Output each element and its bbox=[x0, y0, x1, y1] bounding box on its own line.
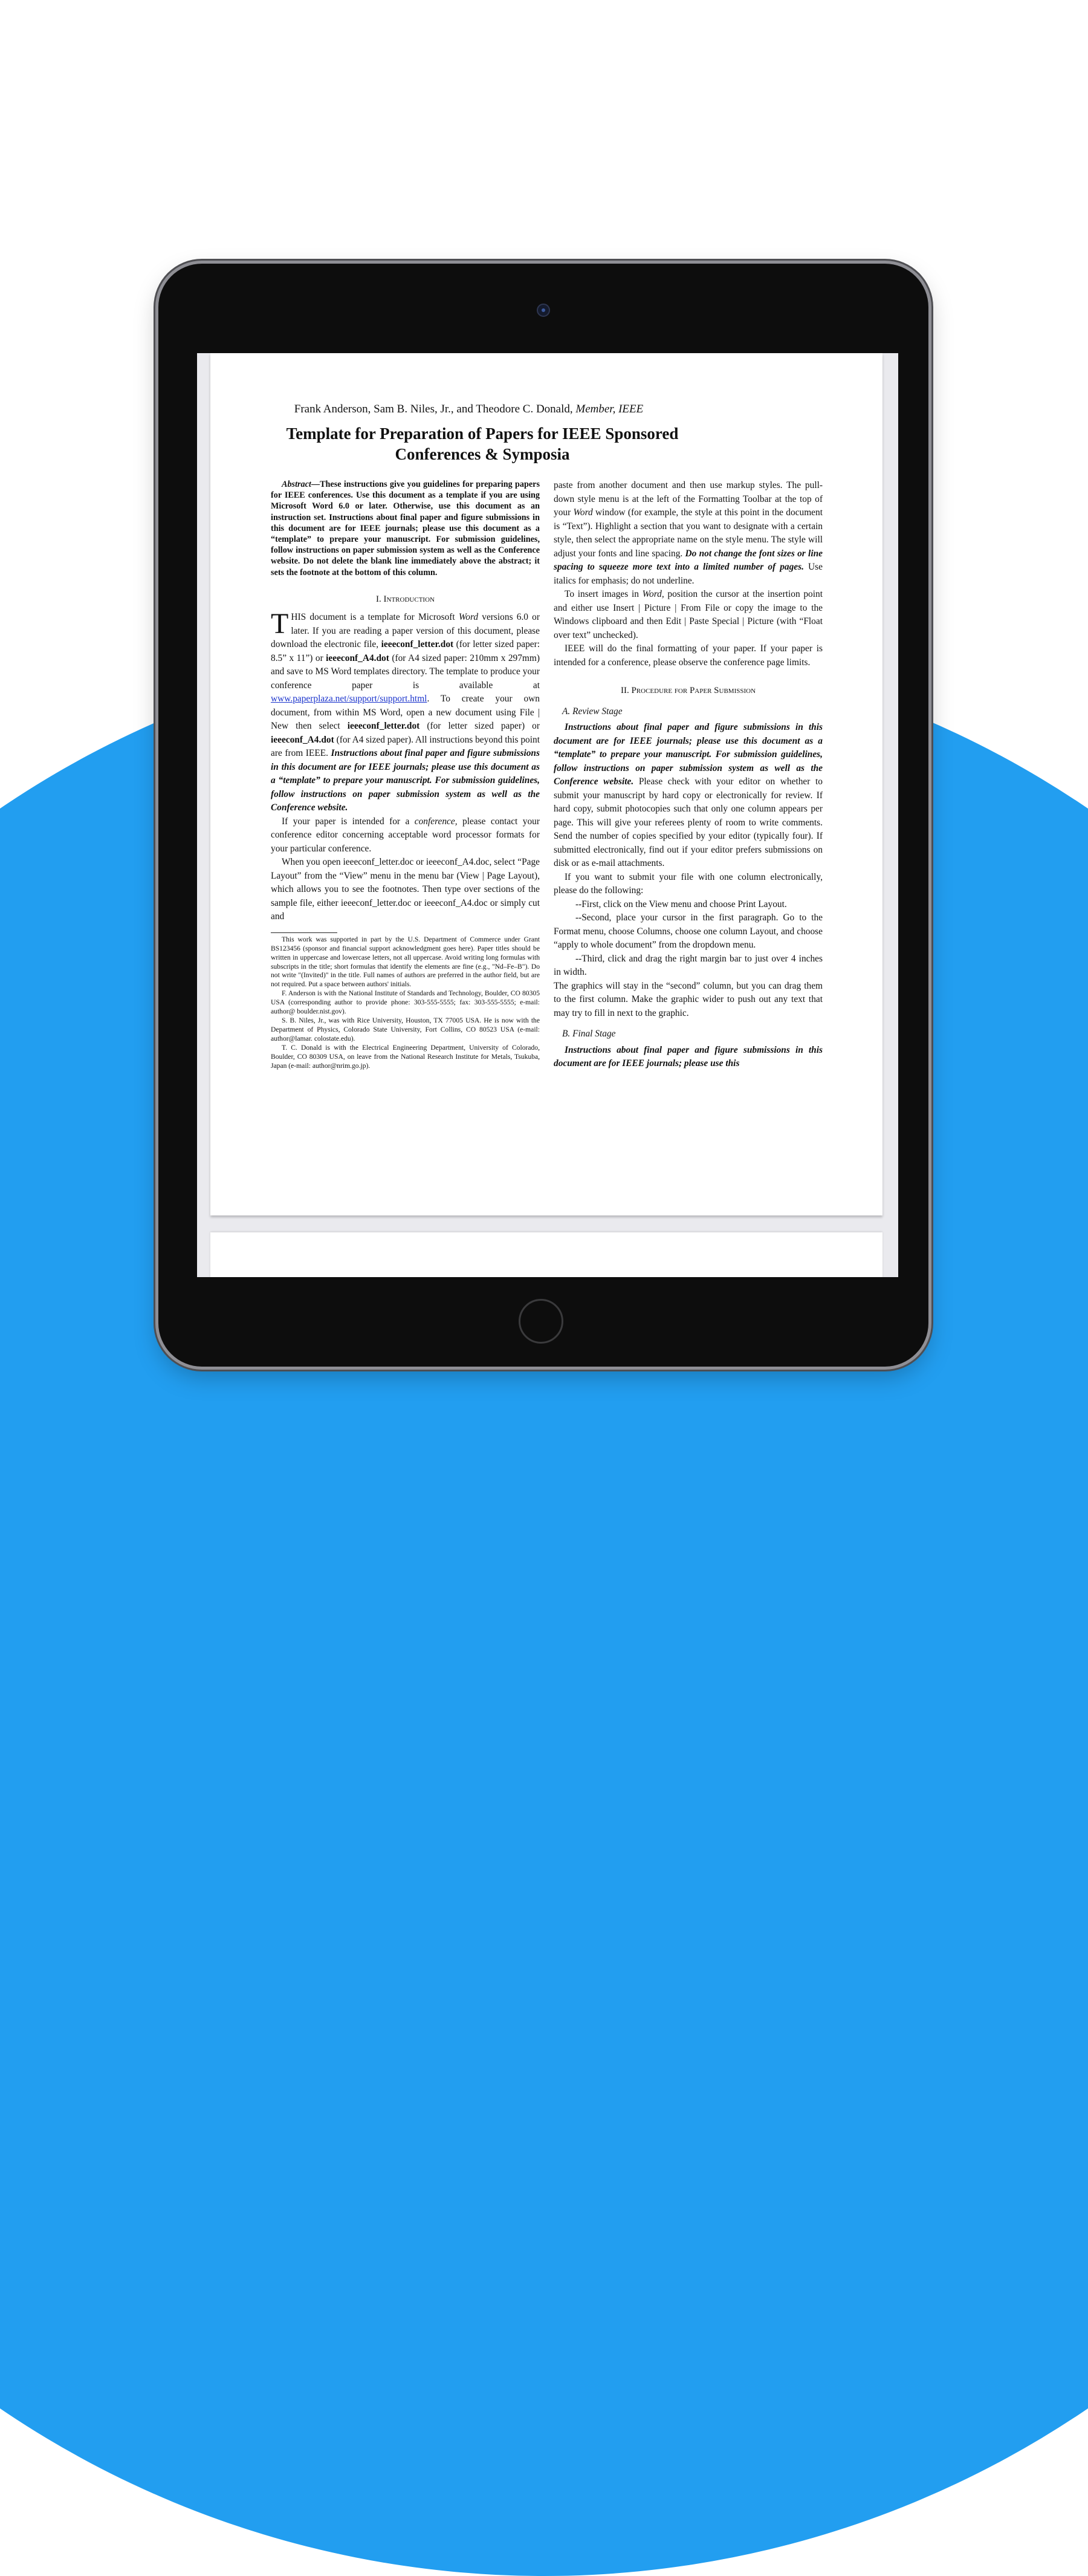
tablet-device bbox=[158, 264, 928, 1367]
intro-paragraph: THIS document is a template for Microsoft Word versions 6.0 or later. If you are reading a paper version of this document, please download the electronic file, ieeeconf_letter.dot (for letter sized paper: 8.5” x 11”) or ieeeconf_A4.dot (for A4 sized paper: 210mm x 297mm) and save to MS Word templates directory. The template to produce your conference paper is available at www.paperplaza.net/support/support.html. To create your own document, from within MS Word, open a new document using File | New then select ieeeconf_letter.dot (for letter sized paper) or ieeeconf_A4.dot (for A4 sized paper). All instructions beyond this point are from IEEE. Instructions about final paper and figure submissions in this document are for IEEE journals; please use this document as a “template” to prepare your manuscript. For submission guidelines, follow instructions on paper submission system as well as the Conference website. bbox=[271, 608, 540, 813]
right-column bbox=[554, 479, 823, 1071]
review-paragraph: Instructions about final paper and figure submissions in this document are for IEEE journals; please use this document as a “template” to prepare your manuscript. For submission guidelines, follow instructions on paper submission system as well as the Conference website. Please check with your editor on whether to submit your manuscript by hard copy or electronically for review. If hard copy, submit photocopies such that only one column appears per page. This will give your referees plenty of room to write comments. Send the number of copies specified by your editor (typically four). If submitted electronically, find out if your editor prefers submissions on disk or as e-mail attachments. bbox=[554, 722, 823, 868]
paper-content bbox=[271, 403, 823, 1070]
images-paragraph: To insert images in Word, position the cursor at the insertion point and either use Insert | Picture | From File or copy the image to the Windows clipboard and then Edit | Paste Special | Picture (with “Float over text” unchecked). bbox=[554, 589, 823, 640]
style-paragraph: paste from another document and then use markup styles. The pull-down style menu is at the left of the Formatting Toolbar at the top of your Word window (for example, the style at this point in the document is “Text”). Highlight a section that you want to designate with a certain style, then select the appropriate name on the style menu. The style will adjust your fonts and line spacing. Do not change the font sizes or line spacing to squeeze more text into a limited number of pages. Use italics for emphasis; do not underline. bbox=[554, 480, 823, 586]
graphics-paragraph: The graphics will stay in the “second” column, but you can drag them to the first column. Make the graphic wider to push out any text that may try to fill in next to the graphic. bbox=[554, 980, 823, 1018]
section-heading-introduction: I. Introduction bbox=[376, 594, 435, 604]
drop-cap: T bbox=[271, 608, 289, 640]
section-heading-procedure: II. Procedure for Paper Submission bbox=[620, 686, 756, 695]
step-paragraph: --First, click on the View menu and choose Print Layout. bbox=[575, 899, 787, 909]
tablet-screen[interactable] bbox=[197, 353, 898, 1277]
subsection-heading-review: A. Review Stage bbox=[562, 706, 623, 717]
page-layout-paragraph: When you open ieeeconf_letter.doc or ieeeconf_A4.doc, select “Page Layout” from the “View” menu in the menu bar (View | Page Layout), which allows you to see the footnotes. Then type over sections of the sample file, either ieeeconf_letter.doc or ieeeconf_A4.doc or simply cut and bbox=[271, 857, 540, 922]
camera-icon bbox=[537, 304, 550, 317]
document-page[interactable] bbox=[210, 353, 882, 1215]
next-document-page[interactable] bbox=[210, 1232, 882, 1277]
formatting-paragraph: IEEE will do the final formatting of your paper. If your paper is intended for a conference, please observe the conference page limits. bbox=[554, 643, 823, 668]
footnote: T. C. Donald is with the Electrical Engineering Department, University of Colorado, Boulder, CO 80309 USA, on leave from the National Research Institute for Metals, Tsukuba, Japan (e-mail: author@nrim.go.jp). bbox=[271, 1043, 540, 1070]
footnote: S. B. Niles, Jr., was with Rice University, Houston, TX 77005 USA. He is now with the Department of Physics, Colorado State University, Fort Collins, CO 80523 USA (e-mail: author@lamar. colostate.edu). bbox=[271, 1016, 540, 1042]
footnote: This work was supported in part by the U.S. Department of Commerce under Grant BS123456 (sponsor and financial support acknowledgment goes here). Paper titles should be written in uppercase and lowercase letters, not all uppercase. Avoid writing long formulas with subscripts in the title; short formulas that identify the elements are fine (e.g., "Nd–Fe–B"). Do not write "(Invited)" in the title. Full names of authors are preferred in the author field, but are not required. Put a space between authors' initials. bbox=[271, 935, 540, 989]
paper-title: Template for Preparation of Papers for IEEE Sponsored Conferences & Symposia bbox=[286, 424, 679, 463]
left-column bbox=[271, 479, 540, 1070]
step-paragraph: --Third, click and drag the right margin bar to just over 4 inches in width. bbox=[554, 953, 823, 977]
one-column-paragraph: If you want to submit your file with one column electronically, please do the following: bbox=[554, 871, 823, 896]
paper-authors: Frank Anderson, Sam B. Niles, Jr., and Theodore C. Donald, Member, IEEE bbox=[294, 403, 644, 415]
footnote: F. Anderson is with the National Institute of Standards and Technology, Boulder, CO 80305 USA (corresponding author to provide phone: 303-555-5555; fax: 303-555-5555; e-mail: author@ boulder.nist.gov). bbox=[271, 989, 540, 1016]
abstract: Abstract—These instructions give you guidelines for preparing papers for IEEE conferences. Use this document as a template if you are using Microsoft Word 6.0 or later. Otherwise, use this document as an instruction set. Instructions about final paper and figure submissions in this document are for IEEE journals; please use this document as a “template” to prepare your manuscript. For submission guidelines, follow instructions on paper submission system as well as the Conference website. Do not delete the blank line immediately above the abstract; it sets the footnote at the bottom of this column. bbox=[271, 480, 540, 577]
step-paragraph: --Second, place your cursor in the first paragraph. Go to the Format menu, choose Columns, choose one column Layout, and choose “apply to whole document” from the dropdown menu. bbox=[554, 912, 823, 950]
final-stage-paragraph: Instructions about final paper and figure submissions in this document are for IEEE journals; please use this bbox=[554, 1044, 823, 1068]
home-button[interactable] bbox=[519, 1299, 563, 1344]
subsection-heading-final: B. Final Stage bbox=[562, 1029, 616, 1039]
conference-paragraph: If your paper is intended for a conference, please contact your conference editor concerning acceptable word processor formats for your particular conference. bbox=[271, 816, 540, 854]
template-link[interactable]: www.paperplaza.net/support/support.html bbox=[271, 694, 427, 704]
footnote-rule bbox=[271, 932, 337, 933]
